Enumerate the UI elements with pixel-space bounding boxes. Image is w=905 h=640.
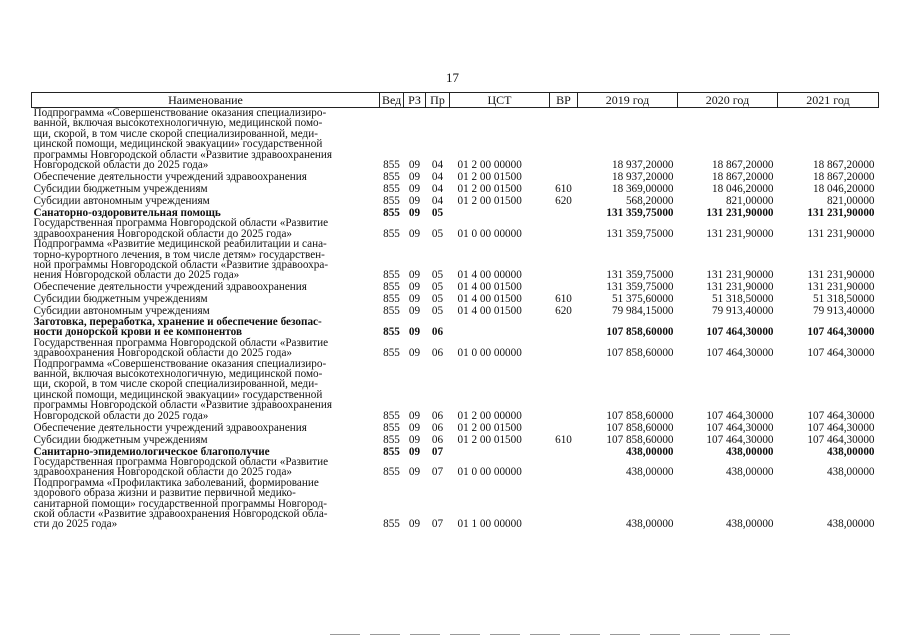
row-ved-cell: 855 (383, 207, 400, 220)
row-vr-cell (550, 457, 578, 478)
row-rz-cell: 09 (408, 183, 421, 196)
row-cst-cell: 01 4 00 00000 (457, 269, 522, 282)
row-pr-cell: 07 (431, 445, 444, 458)
table-row (32, 239, 879, 281)
row-ved-cell: 855 (383, 466, 400, 479)
row-2021-cell: 131 231,90000 (807, 207, 875, 220)
row-rz-cell: 09 (408, 159, 421, 172)
row-ved-cell: 855 (383, 518, 400, 531)
table-row (32, 293, 879, 305)
row-name-cell: Санаторно-оздоровительная помощь (33, 207, 221, 220)
row-ved-cell: 855 (383, 159, 400, 172)
row-name-cell: Подпрограмма «Совершенствование оказания специализиро- ванной, включая высокотехнологичную, медицинской помо- щи, скорой, в том числе скорой специализированной, меди- цинской помощи, медицинской эвакуации» государственной программы Новгородской области «Развитие здравоохранения Новгородской области до 2025 года» (33, 107, 333, 172)
row-cst-cell: 01 2 00 01500 (457, 195, 522, 208)
row-vr-cell (550, 317, 578, 338)
table-body (32, 108, 879, 530)
row-2019-cell: 131 359,75000 (606, 207, 674, 220)
row-rz-cell: 09 (408, 326, 421, 339)
row-ved-cell: 855 (383, 227, 400, 240)
row-ved-cell: 855 (383, 269, 400, 282)
row-name-cell: Заготовка, переработка, хранение и обеспечение безопас- ности донорской крови и ее компонентов (33, 315, 322, 339)
row-vr-cell (550, 478, 578, 530)
row-pr-cell: 06 (431, 421, 444, 434)
header-cst: ЦСТ (450, 93, 550, 108)
row-vr-cell (550, 445, 578, 457)
footer-scan-line (330, 634, 790, 635)
row-ved-cell: 855 (383, 433, 400, 446)
table-row (32, 478, 879, 530)
row-2020-cell: 438,00000 (725, 445, 774, 458)
row-rz-cell: 09 (408, 445, 421, 458)
row-2021-cell: 438,00000 (826, 518, 875, 531)
row-cst-cell: 01 2 00 01500 (457, 171, 522, 184)
row-2020-cell: 107 464,30000 (706, 433, 774, 446)
row-pr-cell: 04 (431, 159, 444, 172)
row-2020-cell: 51 318,50000 (711, 293, 774, 306)
row-ved-cell: 855 (383, 326, 400, 339)
row-2020-cell: 107 464,30000 (706, 326, 774, 339)
row-rz-cell: 09 (408, 207, 421, 220)
row-pr-cell: 07 (431, 518, 444, 531)
row-rz-cell: 09 (408, 281, 421, 294)
row-pr-cell: 04 (431, 195, 444, 208)
row-pr-cell: 05 (431, 207, 444, 220)
row-pr-cell: 04 (431, 183, 444, 196)
row-cst-cell: 01 0 00 00000 (457, 227, 522, 240)
row-2020-cell: 131 231,90000 (706, 269, 774, 282)
row-cst-cell: 01 1 00 00000 (457, 518, 522, 531)
row-cst-cell: 01 2 00 00000 (457, 159, 522, 172)
row-vr-cell: 620 (555, 305, 572, 318)
row-2019-cell: 107 858,60000 (606, 347, 674, 360)
row-vr-cell (550, 281, 578, 293)
header-ved: Вед (380, 93, 404, 108)
row-name-cell: Санитарно-эпидемиологическое благополучие (33, 445, 270, 458)
row-vr-cell (550, 206, 578, 218)
row-2021-cell: 131 231,90000 (807, 269, 875, 282)
row-pr-cell: 05 (431, 227, 444, 240)
row-pr-cell: 04 (431, 171, 444, 184)
row-pr-cell: 05 (431, 281, 444, 294)
row-2019-cell: 438,00000 (625, 466, 674, 479)
row-vr-cell (550, 359, 578, 421)
row-2020-cell: 79 913,40000 (711, 305, 774, 318)
row-pr-cell: 05 (431, 305, 444, 318)
row-2021-cell: 107 464,30000 (807, 433, 875, 446)
row-ved-cell: 855 (383, 171, 400, 184)
row-2021-cell: 107 464,30000 (807, 326, 875, 339)
row-2020-cell: 131 231,90000 (706, 281, 774, 294)
row-2021-cell: 18 867,20000 (812, 159, 875, 172)
row-2021-cell: 438,00000 (826, 466, 875, 479)
row-name-cell: Субсидии автономным учреждениям (33, 305, 210, 318)
row-pr-cell: 05 (431, 269, 444, 282)
header-2021: 2021 год (778, 93, 879, 108)
row-2020-cell: 438,00000 (725, 518, 774, 531)
row-rz-cell: 09 (408, 421, 421, 434)
row-2019-cell: 107 858,60000 (606, 409, 674, 422)
row-name-cell: Подпрограмма «Развитие медицинской реабилитации и сана- торно-курортного лечения, в том числе детям» государствен- ной программы Новгородской области «Развитие здравоохра- нения Новгородской области до 2025 года» (33, 238, 329, 282)
header-pr: Пр (426, 93, 450, 108)
row-name-cell: Государственная программа Новгородской области «Развитие здравоохранения Новгородской области до 2025 года» (33, 455, 329, 479)
row-2019-cell: 131 359,75000 (606, 269, 674, 282)
table-row (32, 281, 879, 293)
row-vr-cell: 610 (555, 293, 572, 306)
row-ved-cell: 855 (383, 305, 400, 318)
row-name-cell: Субсидии бюджетным учреждениям (33, 433, 208, 446)
row-name-cell: Подпрограмма «Совершенствование оказания специализиро- ванной, включая высокотехнологичную, медицинской помо- щи, скорой, в том числе скорой специализированной, меди- цинской помощи, медицинской эвакуации» государственной программы Новгородской области «Развитие здравоохранения Новгородской области до 2025 года» (33, 357, 333, 422)
row-vr-cell: 610 (555, 183, 572, 196)
row-name-cell: Обеспечение деятельности учреждений здравоохранения (33, 281, 307, 294)
row-name-cell: Государственная программа Новгородской области «Развитие здравоохранения Новгородской области до 2025 года» (33, 217, 329, 240)
row-2019-cell: 18 937,20000 (611, 171, 674, 184)
row-2019-cell: 107 858,60000 (606, 433, 674, 446)
row-rz-cell: 09 (408, 466, 421, 479)
row-2020-cell: 821,00000 (725, 195, 774, 208)
row-cst-cell: 01 0 00 00000 (457, 466, 522, 479)
row-vr-cell (550, 338, 578, 359)
budget-table (31, 92, 879, 530)
row-cst-cell: 01 2 00 00000 (457, 409, 522, 422)
row-cst-cell: 01 0 00 00000 (457, 347, 522, 360)
row-cst-cell: 01 2 00 01500 (457, 421, 522, 434)
row-pr-cell: 06 (431, 347, 444, 360)
table-row (32, 194, 879, 206)
row-cst-cell: 01 2 00 01500 (457, 183, 522, 196)
row-2021-cell: 18 046,20000 (812, 183, 875, 196)
table-row (32, 170, 879, 182)
row-2019-cell: 438,00000 (625, 518, 674, 531)
row-ved-cell: 855 (383, 195, 400, 208)
row-name-cell: Подпрограмма «Профилактика заболеваний, формирование здорового образа жизни и развитие первичной медико- санитарной помощи» государственной программы Новгород- ской области «Развитие здравоохранения Новгородской обла- сти до 2025 года» (33, 476, 328, 531)
row-2020-cell: 438,00000 (725, 466, 774, 479)
table-row (32, 108, 879, 171)
row-ved-cell: 855 (383, 347, 400, 360)
header-vr: ВР (550, 93, 578, 108)
row-vr-cell (550, 421, 578, 433)
row-rz-cell: 09 (408, 227, 421, 240)
row-rz-cell: 09 (408, 518, 421, 531)
row-cst-cell: 01 4 00 01500 (457, 293, 522, 306)
row-2019-cell: 131 359,75000 (606, 281, 674, 294)
row-vr-cell: 620 (555, 195, 572, 208)
row-vr-cell (550, 218, 578, 239)
row-name-cell: Субсидии бюджетным учреждениям (33, 293, 208, 306)
table-row (32, 317, 879, 338)
row-pr-cell: 06 (431, 326, 444, 339)
row-cst-cell (450, 206, 550, 218)
row-rz-cell: 09 (408, 409, 421, 422)
row-2019-cell: 79 984,15000 (611, 305, 674, 318)
table-row (32, 218, 879, 239)
row-rz-cell: 09 (408, 347, 421, 360)
row-rz-cell: 09 (408, 195, 421, 208)
row-ved-cell: 855 (383, 409, 400, 422)
row-2021-cell: 79 913,40000 (812, 305, 875, 318)
row-2021-cell: 107 464,30000 (807, 347, 875, 360)
row-cst-cell: 01 4 00 01500 (457, 305, 522, 318)
row-ved-cell: 855 (383, 183, 400, 196)
row-name-cell: Субсидии бюджетным учреждениям (33, 183, 208, 196)
row-pr-cell: 07 (431, 466, 444, 479)
row-2020-cell: 131 231,90000 (706, 207, 774, 220)
row-rz-cell: 09 (408, 269, 421, 282)
row-ved-cell: 855 (383, 293, 400, 306)
row-2020-cell: 131 231,90000 (706, 227, 774, 240)
row-ved-cell: 855 (383, 445, 400, 458)
row-2021-cell: 131 231,90000 (807, 281, 875, 294)
row-2021-cell: 51 318,50000 (812, 293, 875, 306)
row-2021-cell: 438,00000 (826, 445, 875, 458)
row-2020-cell: 107 464,30000 (706, 421, 774, 434)
row-name-cell: Государственная программа Новгородской области «Развитие здравоохранения Новгородской области до 2025 года» (33, 336, 329, 360)
row-2020-cell: 107 464,30000 (706, 347, 774, 360)
row-2020-cell: 18 046,20000 (711, 183, 774, 196)
row-ved-cell: 855 (383, 281, 400, 294)
row-cst-cell (450, 445, 550, 457)
row-name-cell: Субсидии автономным учреждениям (33, 195, 210, 208)
table-row (32, 338, 879, 359)
row-2020-cell: 18 867,20000 (711, 159, 774, 172)
row-vr-cell (550, 239, 578, 281)
row-2021-cell: 821,00000 (826, 195, 875, 208)
row-rz-cell: 09 (408, 293, 421, 306)
table-header (32, 93, 879, 108)
row-vr-cell: 610 (555, 433, 572, 446)
row-cst-cell: 01 2 00 01500 (457, 433, 522, 446)
row-cst-cell (450, 317, 550, 338)
row-rz-cell: 09 (408, 433, 421, 446)
row-2021-cell: 107 464,30000 (807, 421, 875, 434)
row-pr-cell: 06 (431, 409, 444, 422)
row-vr-cell (550, 108, 578, 171)
row-2019-cell: 131 359,75000 (606, 227, 674, 240)
row-2019-cell: 107 858,60000 (606, 326, 674, 339)
table-row (32, 457, 879, 478)
row-rz-cell: 09 (408, 305, 421, 318)
table-row (32, 182, 879, 194)
row-name-cell: Обеспечение деятельности учреждений здравоохранения (33, 421, 307, 434)
row-name-cell: Обеспечение деятельности учреждений здравоохранения (33, 171, 307, 184)
table-row (32, 359, 879, 421)
header-2019: 2019 год (578, 93, 678, 108)
table-row (32, 433, 879, 445)
row-2021-cell: 107 464,30000 (807, 409, 875, 422)
header-2020: 2020 год (678, 93, 778, 108)
header-rz: РЗ (404, 93, 426, 108)
row-2019-cell: 18 937,20000 (611, 159, 674, 172)
row-2020-cell: 18 867,20000 (711, 171, 774, 184)
row-2020-cell: 107 464,30000 (706, 409, 774, 422)
table-row (32, 421, 879, 433)
page-number: 17 (446, 70, 459, 85)
row-cst-cell: 01 4 00 01500 (457, 281, 522, 294)
row-pr-cell: 06 (431, 433, 444, 446)
row-pr-cell: 05 (431, 293, 444, 306)
row-2019-cell: 568,20000 (625, 195, 674, 208)
row-2019-cell: 107 858,60000 (606, 421, 674, 434)
row-2019-cell: 51 375,60000 (611, 293, 674, 306)
row-2019-cell: 18 369,00000 (611, 183, 674, 196)
row-2019-cell: 438,00000 (625, 445, 674, 458)
row-ved-cell: 855 (383, 421, 400, 434)
row-2021-cell: 131 231,90000 (807, 227, 875, 240)
row-vr-cell (550, 170, 578, 182)
row-2021-cell: 18 867,20000 (812, 171, 875, 184)
row-rz-cell: 09 (408, 171, 421, 184)
header-name: Наименование (32, 93, 380, 108)
